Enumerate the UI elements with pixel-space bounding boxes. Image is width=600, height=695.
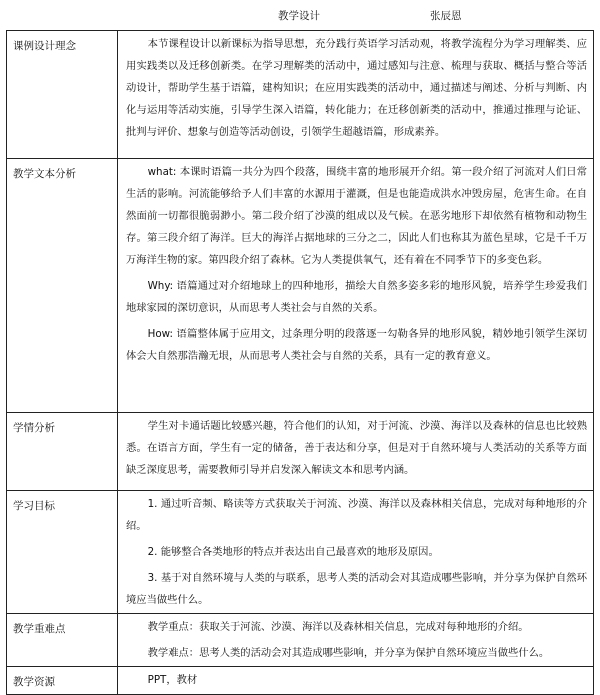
lesson-plan-table — [6, 30, 594, 695]
keypoint-item: 教学难点：思考人类的活动会对其造成哪些影响，并分享为保护自然环境应当做些什么。 — [147, 647, 550, 659]
keypoint-item: 教学重点：获取关于河流、沙漠、海洋以及森林相关信息，完成对每种地形的介绍。 — [147, 621, 529, 633]
why-tag: Why: — [147, 280, 174, 292]
row-label-keypoints: 教学重难点 — [7, 614, 118, 667]
row-label-concept: 课例设计理念 — [7, 31, 118, 159]
row-label-analysis: 教学文本分析 — [7, 159, 118, 413]
row-content-concept — [118, 31, 594, 159]
how-tag: How: — [147, 328, 173, 340]
document-title: 教学设计 — [278, 10, 320, 22]
row-content-resources — [118, 667, 594, 695]
how-text: 语篇整体属于应用文，过条理分明的段落逐一勾勒各异的地形风貌，精妙地引领学生深切体会大自然那浩瀚无垠，从而思考人类社会与自然的关系，具有一定的教育意义。 — [126, 328, 587, 362]
row-label-learner: 学情分析 — [7, 413, 118, 491]
analysis-what — [126, 161, 587, 271]
resources-text: PPT，教材 — [147, 674, 198, 686]
row-content-keypoints — [118, 614, 594, 667]
row-keypoints — [7, 614, 594, 667]
document-author: 张辰恩 — [430, 10, 462, 22]
row-content-analysis — [118, 159, 594, 413]
row-label-objectives: 学习目标 — [7, 491, 118, 614]
analysis-why — [126, 275, 587, 319]
row-content-learner — [118, 413, 594, 491]
learner-text: 学生对卡通话题比较感兴趣，符合他们的认知，对于河流、沙漠、海洋以及森林的信息也比较熟悉。在语言方面，学生有一定的储备，善于表达和分享，但是对于自然环境与人类活动的关系等方面缺乏深度思考，需要教师引导并启发深入解读文本和思考内涵。 — [126, 420, 587, 476]
objective-item: 3. 基于对自然环境与人类的与联系，思考人类的活动会对其造成哪些影响，并分享为保护自然环境应当做些什么。 — [126, 572, 587, 606]
row-learner — [7, 413, 594, 491]
row-analysis — [7, 159, 594, 413]
analysis-how — [126, 323, 587, 367]
row-concept — [7, 31, 594, 159]
row-objectives — [7, 491, 594, 614]
why-text: 语篇通过对介绍地球上的四种地形，描绘大自然多姿多彩的地形风貌，培养学生珍爱我们地球家园的深切意识，从而思考人类社会与自然的关系。 — [126, 280, 588, 314]
concept-text: 本节课程设计以新课标为指导思想，充分践行英语学习活动观，将教学流程分为学习理解类、应用实践类以及迁移创新类。在学习理解类的活动中，通过感知与注意、梳理与获取、概括与整合等活动设计，帮助学生基于语篇，建构知识；在应用实践类的活动中，通过描述与阐述、分析与判断、内化与运用等活动实施，引导学生深入语篇，转化能力；在迁移创新类的活动中，推通过推理与论证、批判与评价、想象与创造等活动创设，引领学生超越语篇，形成素养。 — [126, 38, 587, 138]
objective-item: 2. 能够整合各类地形的特点并表达出自己最喜欢的地形及原因。 — [147, 546, 439, 558]
row-content-objectives — [118, 491, 594, 614]
row-resources — [7, 667, 594, 695]
objective-item: 1. 通过听音频、略读等方式获取关于河流、沙漠、海洋以及森林相关信息，完成对每种地形的介绍。 — [126, 498, 587, 532]
row-label-resources: 教学资源 — [7, 667, 118, 695]
document-header — [0, 6, 600, 26]
what-text: 本课时语篇一共分为四个段落，围绕丰富的地形展开介绍。第一段介绍了河流对人们日常生活的影响。河流能够给予人们丰富的水源用于灌溉，但是也能造成洪水冲毁房屋，危害生命。在自然面前一切都很脆弱渺小。第二段介绍了沙漠的组成以及气候。在恶劣地形下却依然有植物和动物生存。第三段介绍了海洋。巨大的海洋占据地球的三分之二，因此人们也称其为蓝色星球，它是千千万万海洋生物的家。第四段介绍了森林。它为人类提供氧气，还有着在不同季节下的多变色彩。 — [126, 166, 587, 266]
what-tag: what: — [147, 166, 177, 178]
